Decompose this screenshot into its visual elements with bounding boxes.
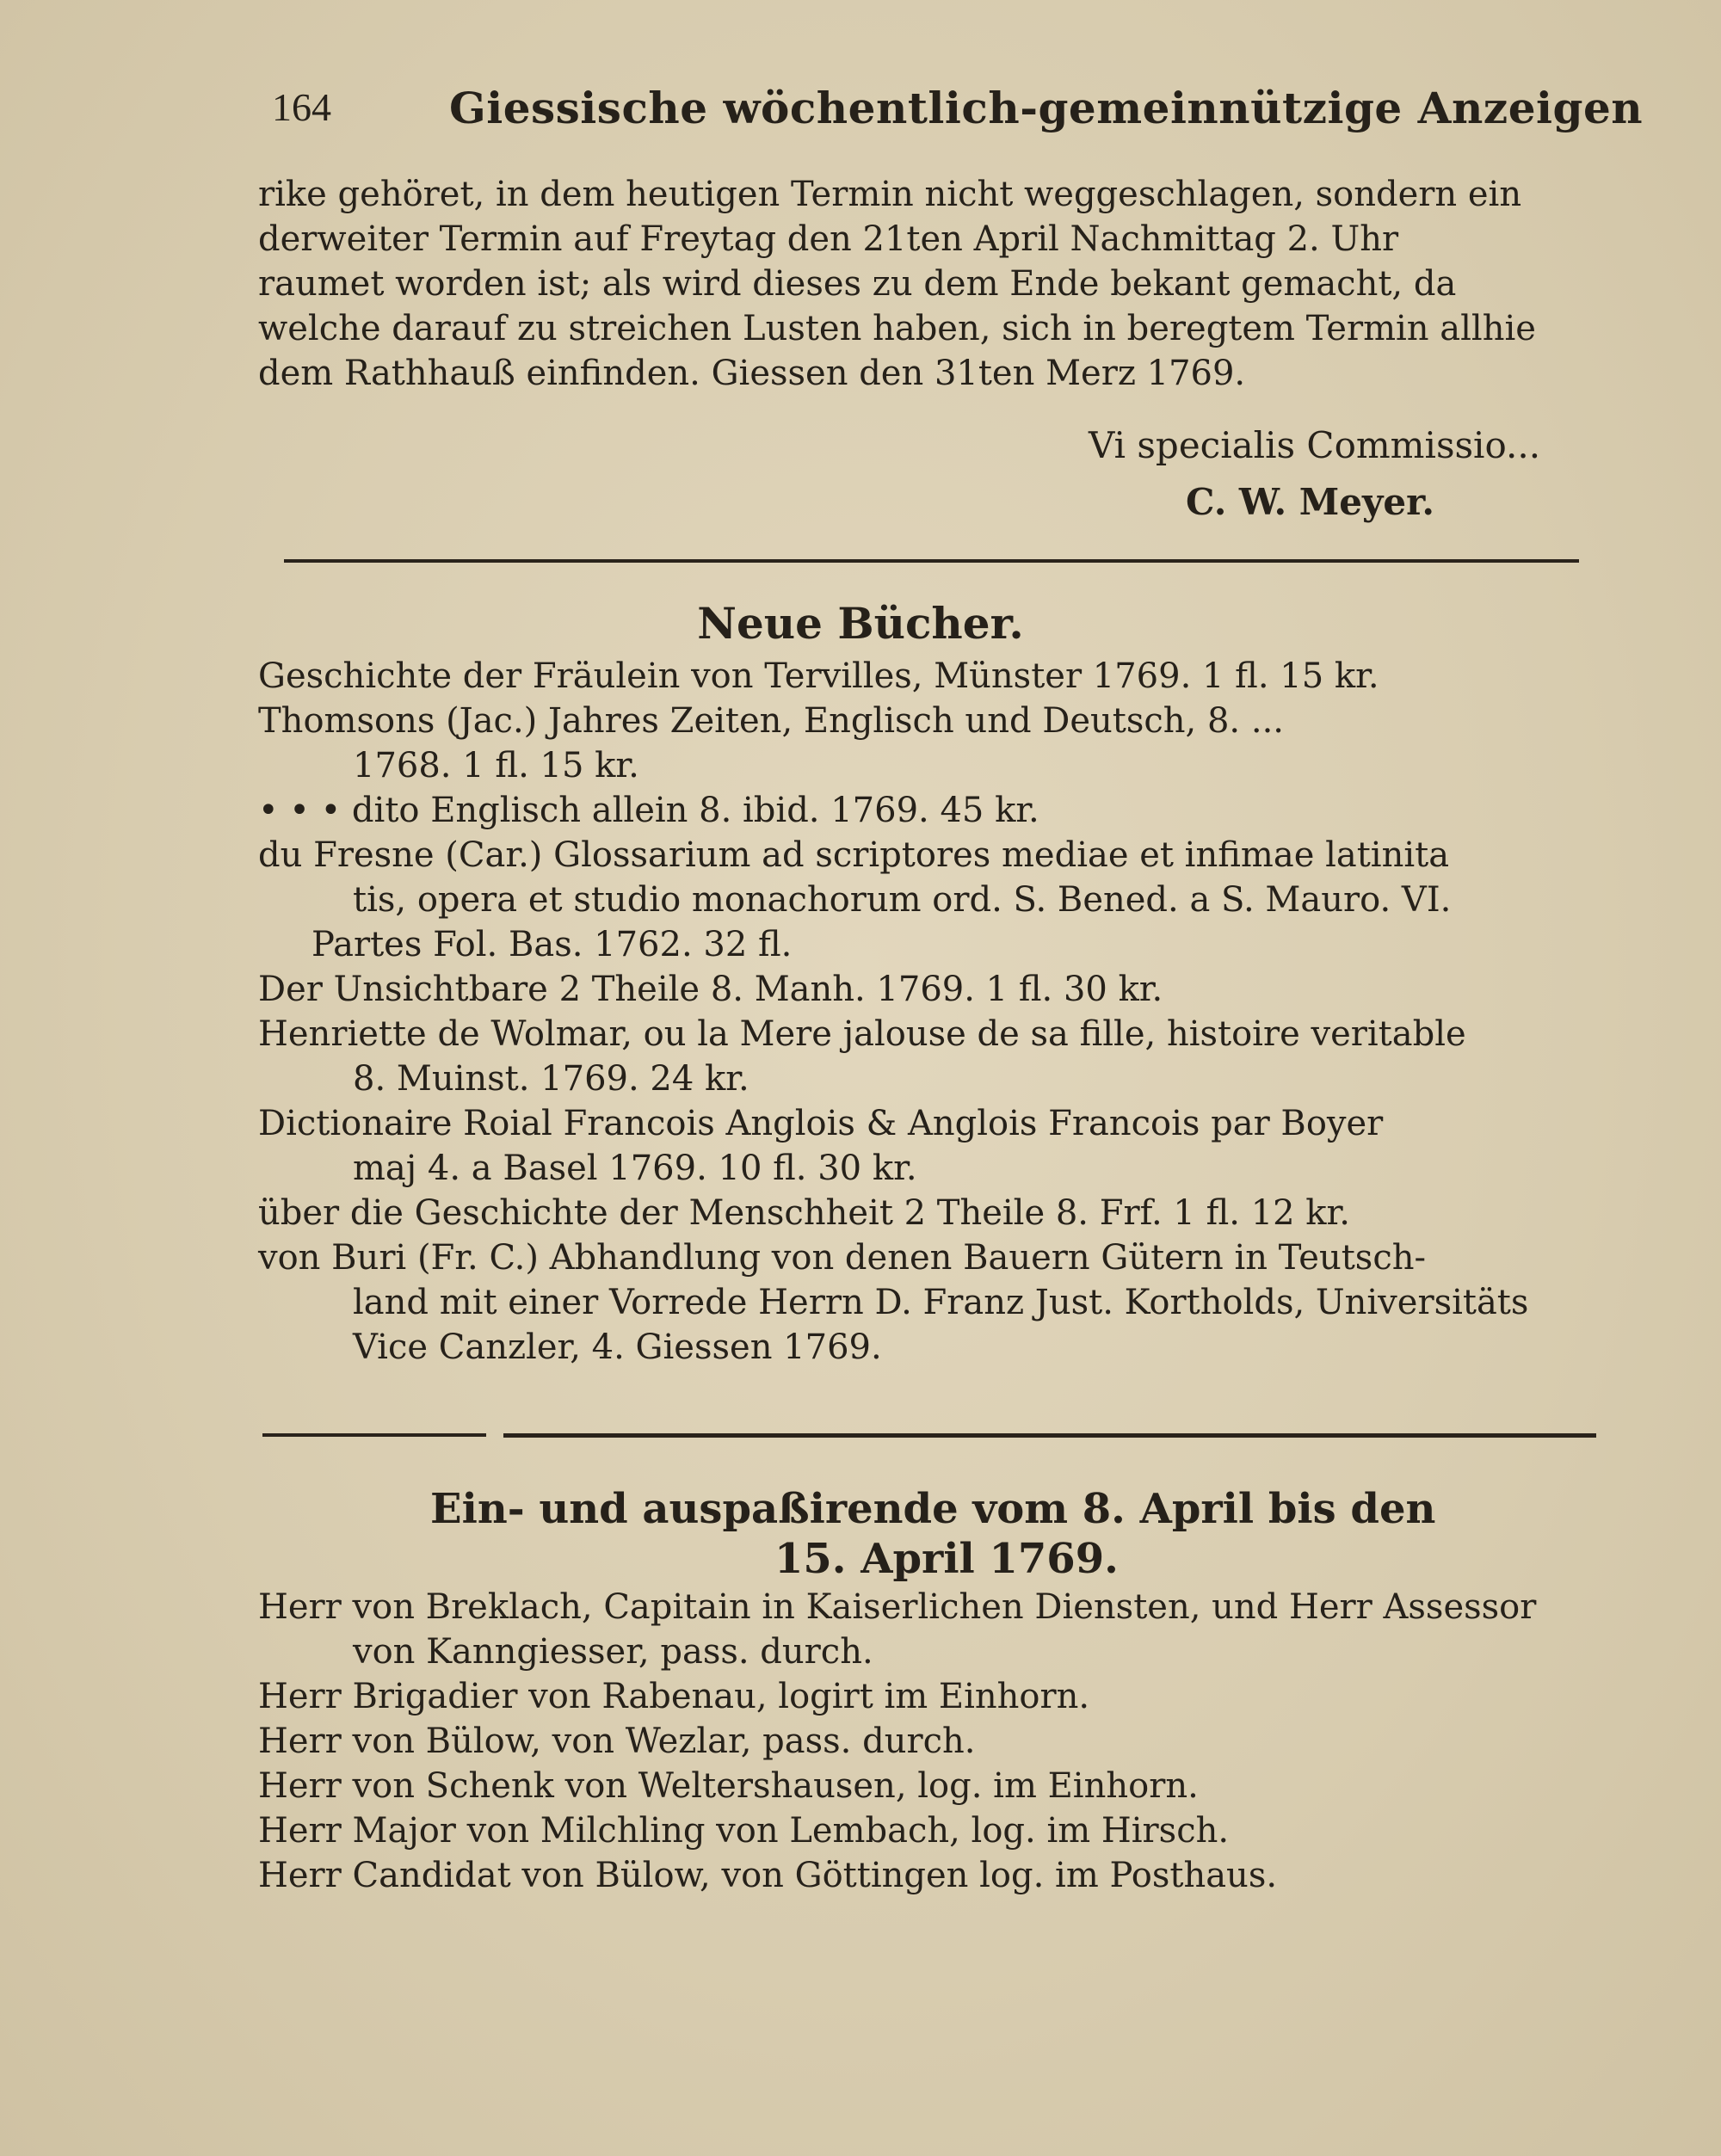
book-entry-continued: 1768. 1 fl. 15 kr.: [353, 746, 639, 785]
travellers-heading: [430, 1484, 1463, 1583]
traveller-entry-continued: von Kanngiesser, pass. durch.: [353, 1632, 873, 1672]
signature-name: C. W. Meyer.: [1186, 481, 1435, 523]
section-divider: [503, 1433, 1596, 1438]
book-entry: über die Geschichte der Menschheit 2 Theile 8. Frf. 1 fl. 12 kr.: [258, 1193, 1350, 1233]
traveller-entry: Herr Candidat von Bülow, von Göttingen log. im Posthaus.: [258, 1856, 1278, 1895]
section-divider: [262, 1433, 486, 1437]
book-entry-continued: 8. Muinst. 1769. 24 kr.: [353, 1059, 749, 1099]
page-number: 164: [272, 85, 331, 129]
notice-line: rike gehöret, in dem heutigen Termin nicht weggeschlagen, sondern ein: [258, 175, 1522, 214]
traveller-entry: Herr von Breklach, Capitain in Kaiserlichen Diensten, und Herr Assessor: [258, 1587, 1537, 1627]
page-header: [258, 83, 1644, 143]
traveller-entry: Herr Major von Milchling von Lembach, log. im Hirsch.: [258, 1811, 1230, 1851]
signature-commission: Vi specialis Commissio...: [1089, 424, 1541, 466]
travellers-heading-line1: Ein- und auspaßirende vom 8. April bis den: [430, 1485, 1436, 1533]
travellers-heading-line2: 15. April 1769.: [774, 1535, 1119, 1583]
book-entry: du Fresne (Car.) Glossarium ad scriptores mediae et infimae latinita: [258, 835, 1450, 875]
book-entry-continued: Partes Fol. Bas. 1762. 32 fl.: [312, 925, 793, 964]
book-entry-continued: land mit einer Vorrede Herrn D. Franz Just. Kortholds, Universitäts: [353, 1283, 1529, 1322]
book-entry: Geschichte der Fräulein von Tervilles, Münster 1769. 1 fl. 15 kr.: [258, 656, 1379, 696]
running-title: Giessische wöchentlich-gemeinnützige Anzeigen: [449, 83, 1644, 133]
book-entry-continued: maj 4. a Basel 1769. 10 fl. 30 kr.: [353, 1149, 917, 1188]
books-heading: Neue Bücher.: [697, 598, 1024, 649]
notice-line: raumet worden ist; als wird dieses zu dem Ende bekant gemacht, da: [258, 264, 1457, 304]
section-divider: [284, 559, 1579, 563]
book-entry-continued: Vice Canzler, 4. Giessen 1769.: [353, 1327, 882, 1367]
book-entry: Dictionaire Roial Francois Anglois & Anglois Francois par Boyer: [258, 1104, 1384, 1143]
traveller-entry: Herr von Schenk von Weltershausen, log. im Einhorn.: [258, 1766, 1199, 1806]
book-entry: Thomsons (Jac.) Jahres Zeiten, Englisch und Deutsch, 8. ...: [258, 701, 1284, 741]
book-entry-continued: tis, opera et studio monachorum ord. S. Bened. a S. Mauro. VI.: [353, 880, 1452, 920]
book-entry: • • • dito Englisch allein 8. ibid. 1769. 45 kr.: [258, 791, 1039, 830]
book-entry: Der Unsichtbare 2 Theile 8. Manh. 1769. 1 fl. 30 kr.: [258, 970, 1163, 1009]
notice-line: welche darauf zu streichen Lusten haben, sich in beregtem Termin allhie: [258, 309, 1536, 348]
traveller-entry: Herr von Bülow, von Wezlar, pass. durch.: [258, 1722, 976, 1761]
notice-line: dem Rathhauß einfinden. Giessen den 31ten Merz 1769.: [258, 354, 1246, 393]
notice-line: derweiter Termin auf Freytag den 21ten April Nachmittag 2. Uhr: [258, 219, 1399, 259]
traveller-entry: Herr Brigadier von Rabenau, logirt im Einhorn.: [258, 1677, 1090, 1716]
book-entry: von Buri (Fr. C.) Abhandlung von denen Bauern Gütern in Teutsch-: [258, 1238, 1427, 1278]
book-entry: Henriette de Wolmar, ou la Mere jalouse de sa fille, histoire veritable: [258, 1014, 1466, 1054]
